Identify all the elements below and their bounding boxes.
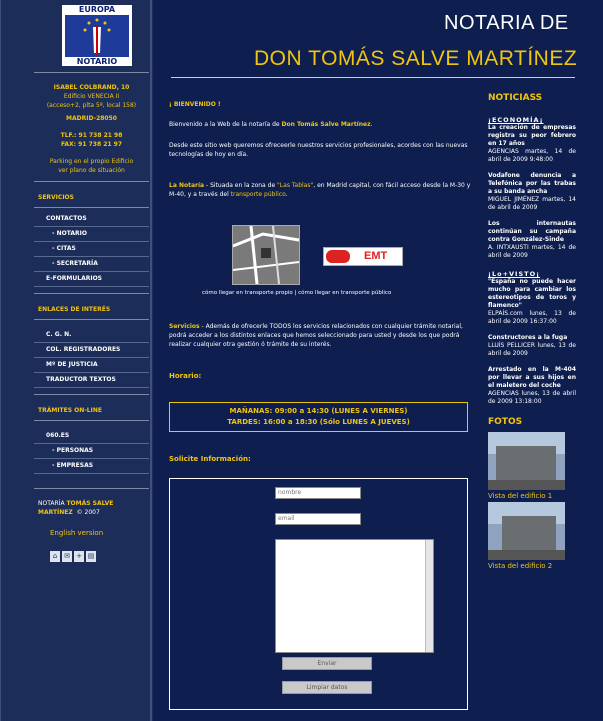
sidebar-border	[150, 0, 152, 721]
emt-logo-icon	[326, 250, 350, 263]
header-underline	[171, 77, 575, 78]
news-item[interactable]	[488, 220, 576, 260]
las-tablas-text: "Las Tablas"	[277, 182, 314, 189]
noticias-title: NOTICIASS	[488, 93, 543, 103]
left-sidebar	[0, 0, 153, 721]
building-photo-2[interactable]	[488, 502, 565, 560]
transport-links[interactable]: cómo llegar en transporte propio | cómo llegar en transporte público	[202, 290, 392, 296]
description-text: Desde este sitio web queremos ofreceerle nuestros servicios profesionales, acordes con las nuevas tecnologías de hoy en día.	[169, 142, 468, 158]
news-item[interactable]	[488, 278, 576, 326]
footer-prefix: NOTARÍA	[38, 500, 67, 507]
news-title[interactable]: Constructores a la fuga	[488, 334, 568, 341]
footer-name: TOMÁS SALVE MARTÍNEZ	[38, 500, 114, 516]
notaria-end: .	[285, 191, 288, 198]
sidebar-divider	[34, 72, 149, 73]
enviar-button[interactable]: Enviar	[282, 657, 372, 670]
intro-pre: Bienvenido a la Web de la notaría de	[169, 121, 282, 128]
solicite-block	[169, 455, 474, 464]
mail-icon[interactable]: ✉	[62, 551, 72, 562]
tramites-section-title: TRÁMITES ON-LINE	[38, 407, 102, 414]
servicios-block	[169, 322, 474, 381]
notaria-label: La Notaría	[169, 182, 205, 189]
menu-empresas[interactable]: - EMPRESAS	[34, 459, 149, 474]
emt-logo-text: EMT	[364, 250, 388, 262]
intro-name: Don Tomás Salve Martínez	[281, 121, 371, 128]
notaria-text	[169, 181, 474, 199]
sidebar-divider	[34, 319, 149, 320]
address-city: MADRID-28050	[66, 115, 117, 122]
address-parking: Parking en el propio Edificio	[49, 158, 134, 165]
fotos-title: FOTOS	[488, 417, 523, 427]
servicios-label: Servicios	[169, 323, 200, 330]
servicios-section-title: SERVICIOS	[38, 194, 74, 201]
intro-post: .	[370, 121, 373, 128]
welcome-heading: ¡ BIENVENIDO !	[169, 101, 221, 108]
menu-e-formularios[interactable]: E-FORMULARIOS	[34, 272, 149, 287]
photo-caption-1[interactable]: Vista del edificio 1	[488, 492, 553, 500]
horario-mananas: MAÑANAS: 09:00 a 14:30 (LUNES A VIERNES)	[229, 407, 408, 415]
servicios-desc: - Además de ofrecerle TODOS los servicios relacionados con cualquier trámite notarial, podrá acceder a los distintos enlaces que hemos seleccionado para usted y desde los que podrá realizar cualquier otra gestión ó trámite de su interés.	[169, 323, 463, 348]
sidebar-icons	[50, 551, 149, 562]
menu-citas[interactable]: - CITAS	[34, 242, 149, 257]
news-item[interactable]	[488, 334, 576, 358]
news-meta: ELPAÍS.com lunes, 13 de abril de 2009 16:37:00	[488, 310, 576, 325]
horario-box	[169, 402, 468, 432]
sidebar-divider	[34, 293, 149, 294]
news-title[interactable]: Vodafone denuncia a Telefónica por las trabas a su banda ancha	[488, 172, 576, 195]
lo-mas-visto-section[interactable]: ¡Lo+VISTO¡	[488, 270, 541, 278]
news-title[interactable]: "España no puede hacer mucho para cambiar los estereotipos de toros y flamenco"	[488, 278, 576, 309]
photo-caption-2[interactable]: Vista del edificio 2	[488, 562, 553, 570]
address-fax: FAX: 91 738 21 97	[60, 141, 122, 148]
sidebar-divider	[34, 207, 149, 208]
news-column	[488, 94, 576, 570]
header-title-line2: DON TOMÁS SALVE MARTÍNEZ	[254, 47, 578, 70]
news-title[interactable]: Los internautas continúan su campaña contra González-Sinde	[488, 220, 576, 243]
textarea-scrollbar[interactable]	[425, 540, 433, 652]
nombre-input[interactable]: nombre	[275, 487, 361, 499]
news-meta: LLUÍS PELLICER lunes, 13 de abril de 2009	[488, 342, 576, 357]
logo-bottom-text: NOTARIO	[76, 57, 118, 66]
servicios-text	[169, 322, 474, 349]
menu-traductor[interactable]: TRADUCTOR TEXTOS	[34, 373, 149, 388]
footer-copyright: © 2007	[76, 509, 100, 516]
menu-060[interactable]: 060.ES	[34, 429, 149, 444]
news-title[interactable]: La creación de empresas registra su peor febrero en 17 años	[488, 124, 576, 147]
address-street: ISABEL COLBRAND, 10	[53, 84, 130, 91]
contact-form	[169, 478, 468, 710]
menu-personas[interactable]: - PERSONAS	[34, 444, 149, 459]
message-textarea[interactable]	[275, 539, 434, 653]
address-building: Edificio VENECIA II	[63, 93, 120, 100]
news-meta: MIGUEL JIMÉNEZ martes, 14 de abril de 2009	[488, 196, 576, 211]
sidebar-footer	[34, 495, 149, 521]
menu-notario[interactable]: - NOTARIO	[34, 227, 149, 242]
economia-section[interactable]: ¡ECONOMÍA¡	[488, 116, 544, 124]
favorite-icon[interactable]: +	[74, 551, 84, 562]
notario-logo[interactable]	[62, 5, 132, 66]
header-title-line1: NOTARIA DE	[444, 12, 569, 34]
address-map-link[interactable]: ver plano de situación	[58, 167, 125, 174]
address-access: (acceso+2, plta 5ª, local 158)	[46, 102, 137, 109]
logo-top-text: EUROPA	[62, 5, 132, 15]
sidebar-divider	[34, 181, 149, 182]
solicite-title: Solicite Información:	[169, 455, 251, 463]
notaria-text1: - Situada en la zona de	[204, 182, 278, 189]
address-block	[34, 83, 149, 175]
enlaces-section-title: ENLACES DE INTERÉS	[38, 306, 111, 313]
menu-contactos[interactable]: CONTACTOS	[34, 212, 149, 227]
address-tel: TLF.: 91 738 21 98	[60, 132, 123, 139]
news-item[interactable]	[488, 366, 576, 406]
sidebar-divider	[34, 420, 149, 421]
building-photo-1[interactable]	[488, 432, 565, 490]
notaria-text2: , en Madrid capital, con fácil acceso desde la M-30 y M-40, y a través del	[169, 182, 471, 198]
home-icon[interactable]: ⌂	[50, 551, 60, 562]
menu-registradores[interactable]: COL. REGISTRADORES	[34, 343, 149, 358]
sidebar-divider	[34, 488, 149, 489]
news-meta: AGENCIAS martes, 14 de abril de 2009 9:48:00	[488, 148, 576, 163]
emt-logo-link[interactable]	[323, 247, 403, 266]
horario-title: Horario:	[169, 372, 202, 380]
english-version-link[interactable]: English version	[50, 529, 104, 537]
main-content	[169, 100, 474, 199]
news-meta: A. INTXAUSTI martes, 14 de abril de 2009	[488, 244, 576, 259]
limpiar-button[interactable]: Limpiar datos	[282, 681, 372, 694]
intro-text	[169, 120, 474, 129]
menu-justicia[interactable]: Mº DE JUSTICIA	[34, 358, 149, 373]
email-input[interactable]: email	[275, 513, 361, 525]
news-item[interactable]	[488, 124, 576, 164]
transporte-publico-link[interactable]: transporte público	[230, 191, 286, 198]
sidebar-divider	[34, 394, 149, 395]
location-map-image[interactable]	[232, 225, 300, 285]
logo-emblem-icon	[65, 15, 129, 57]
horario-tardes: TARDES: 16:00 a 18:30 (Sólo LUNES A JUEVES)	[227, 418, 410, 426]
menu-secretaria[interactable]: - SECRETARÍA	[34, 257, 149, 272]
news-meta: AGENCIAS lunes, 13 de abril de 2009 13:18:00	[488, 390, 576, 405]
news-item[interactable]	[488, 172, 576, 212]
news-title[interactable]: Arrestado en la M-404 por llevar a sus hijos en el maletero del coche	[488, 366, 576, 389]
menu-cgn[interactable]: C. G. N.	[34, 328, 149, 343]
print-icon[interactable]: ▤	[87, 552, 95, 560]
